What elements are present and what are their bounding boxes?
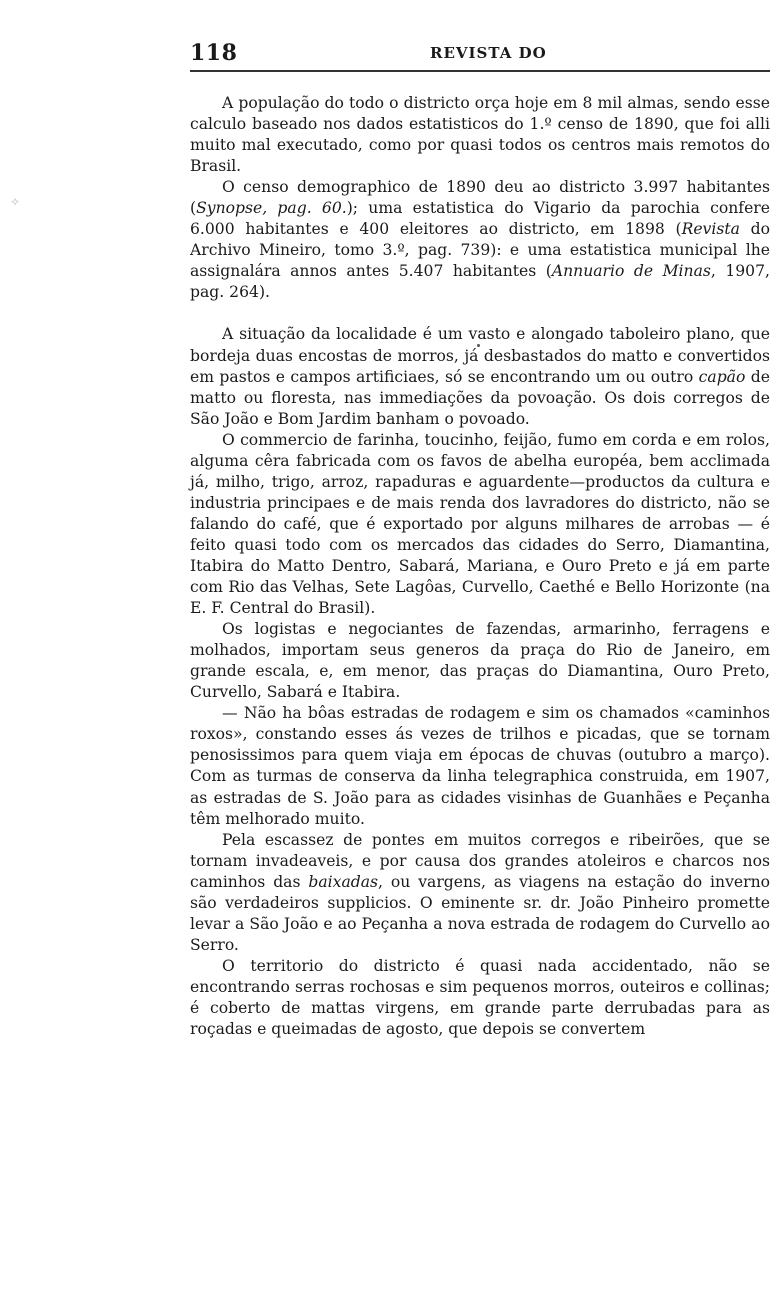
paragraph: Os logistas e negociantes de fazendas, armarinho, ferragens e molhados, importam seus generos da praça do Rio de Janeiro, em grande escala, e, em menor, das praças do Diamantina, Ouro Preto, Curvello, Sabará e Itabira.: [190, 620, 770, 702]
page-number: 118: [190, 40, 238, 66]
paragraph: — Não ha bôas estradas de rodagem e sim os chamados «caminhos roxos», constando esses ás vezes de trilhos e picadas, que se tornam penosissimos para quem viaja em épocas de chuvas (outubro a março). Com as turmas de conserva da linha telegraphica construida, em 1907, as estradas de S. João para as cidades visinhas de Guanhães e Peçanha têm melhorado muito.: [190, 704, 770, 828]
body-text: [190, 93, 770, 1040]
running-head: REVISTA DO: [430, 44, 547, 62]
citation: Annuario de Minas: [551, 262, 711, 281]
page-header: [190, 40, 772, 70]
citation: Synopse, pag. 60.: [196, 199, 347, 218]
paragraph: O territorio do districto é quasi nada accidentado, não se encontrando serras rochosas e sim pequenos morros, outeiros e collinas; é coberto de mattas virgens, em grande parte derrubadas para as roçadas e queimadas de agosto, que depois se convertem: [190, 956, 770, 1039]
paragraph: A população do todo o districto orça hoje em 8 mil almas, sendo esse calculo baseado nos dados estatisticos do 1.º censo de 1890, que foi alli muito mal executado, como por quasi todos os centros mais remotos do Brasil.: [190, 94, 770, 176]
paragraph: A situação da localidade é um vasto e alongado taboleiro plano, que bordeja duas encostas de morros, já desbastados do matto e convertidos em pastos e campos artificiaes, só se encontrando um ou outro capão de matto ou floresta, nas immediações da povoação. Os dois corregos de São João e Bom Jardim banham o povoado.: [190, 325, 770, 428]
citation: Revista: [681, 220, 740, 239]
header-rule: [190, 70, 770, 72]
paragraph: Pela escassez de pontes em muitos corregos e ribeirões, que se tornam invadeaveis, e por causa dos grandes atoleiros e charcos nos caminhos das baixadas, ou vargens, as viagens na estação do inverno são verdadeiros supplicios. O eminente sr. dr. João Pinheiro promette levar a São João e ao Peçanha a nova estrada de rodagem do Curvello ao Serro.: [190, 830, 770, 954]
paragraph: O censo demographico de 1890 deu ao districto 3.997 habitantes (Synopse, pag. 60.); uma estatistica do Vigario da parochia confere 6.000 habitantes e 400 eleitores ao districto, em 1898 (Revista do Archivo Mineiro, tomo 3.º, pag. 739): e uma estatistica municipal lhe assignalára annos antes 5.407 habitantes (Annuario de Minas, 1907, pag. 264).: [190, 178, 770, 302]
margin-mark: ✧: [10, 195, 21, 209]
paragraph: O commercio de farinha, toucinho, feijão, fumo em corda e em rolos, alguma cêra fabricada com os favos de abelha européa, bem acclimada já, milho, trigo, arroz, rapaduras e aguardente—productos da cultura e industria principaes e de mais renda dos lavradores do districto, não se falando do café, que é exportado por alguns milhares de arrobas — é feito quasi todo com os mercados das cidades do Serro, Diamantina, Itabira do Matto Dentro, Sabará, Mariana, e Ouro Preto e já em parte com Rio das Velhas, Sete Lagôas, Curvello, Caethé e Bello Horizonte (na E. F. Central do Brasil).: [190, 430, 770, 618]
